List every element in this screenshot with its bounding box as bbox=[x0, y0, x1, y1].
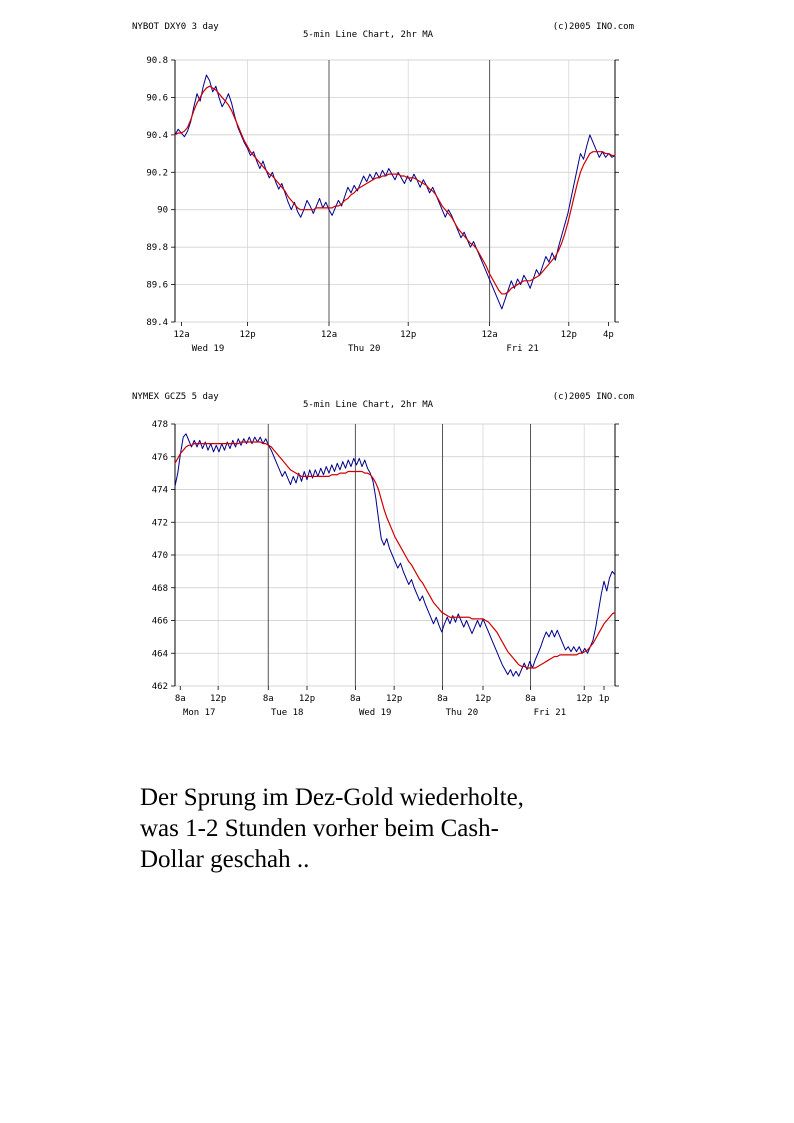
svg-text:12p: 12p bbox=[239, 330, 256, 340]
svg-text:468: 468 bbox=[151, 583, 168, 594]
svg-text:Thu 20: Thu 20 bbox=[347, 344, 381, 354]
chart-dxy-subtitle: 5-min Line Chart, 2hr MA bbox=[303, 30, 434, 40]
svg-text:Fri 21: Fri 21 bbox=[506, 344, 539, 354]
svg-text:90.4: 90.4 bbox=[146, 130, 168, 141]
svg-text:8a: 8a bbox=[437, 694, 448, 704]
chart-gcz5-subtitle: 5-min Line Chart, 2hr MA bbox=[303, 400, 434, 410]
svg-text:Mon 17: Mon 17 bbox=[182, 708, 216, 718]
svg-text:89.6: 89.6 bbox=[146, 280, 168, 291]
svg-text:Tue 18: Tue 18 bbox=[270, 708, 304, 718]
chart-dxy-copyright: (c)2005 INO.com bbox=[552, 22, 634, 32]
chart-gcz5-plot bbox=[120, 392, 640, 732]
svg-text:8a: 8a bbox=[262, 694, 274, 704]
svg-text:476: 476 bbox=[151, 452, 168, 463]
svg-text:89.4: 89.4 bbox=[146, 318, 168, 328]
svg-text:8a: 8a bbox=[174, 694, 186, 704]
svg-text:Wed 19: Wed 19 bbox=[358, 708, 392, 718]
svg-text:90: 90 bbox=[157, 205, 168, 216]
chart-gcz5-svg bbox=[120, 392, 640, 732]
svg-text:12p: 12p bbox=[400, 330, 417, 340]
svg-text:472: 472 bbox=[151, 518, 168, 529]
chart-dxy bbox=[120, 22, 640, 362]
svg-text:90.2: 90.2 bbox=[146, 168, 168, 179]
caption-line-2: was 1-2 Stunden vorher beim Cash- bbox=[140, 815, 499, 842]
svg-text:12a: 12a bbox=[320, 330, 338, 340]
svg-text:12p: 12p bbox=[298, 694, 316, 704]
svg-text:12p: 12p bbox=[209, 694, 227, 704]
svg-text:Wed 19: Wed 19 bbox=[191, 344, 225, 354]
caption-line-3: Dollar geschah .. bbox=[140, 846, 310, 873]
svg-text:12p: 12p bbox=[560, 330, 577, 340]
svg-text:12p: 12p bbox=[576, 694, 593, 704]
svg-text:4p: 4p bbox=[602, 330, 614, 340]
svg-text:470: 470 bbox=[151, 551, 168, 561]
svg-text:12a: 12a bbox=[173, 330, 190, 340]
svg-text:90.6: 90.6 bbox=[146, 93, 168, 104]
svg-text:12p: 12p bbox=[474, 694, 492, 704]
chart-gcz5 bbox=[120, 392, 640, 732]
svg-text:Thu 20: Thu 20 bbox=[445, 708, 479, 718]
svg-text:12p: 12p bbox=[385, 694, 403, 704]
svg-text:474: 474 bbox=[151, 485, 168, 496]
svg-text:464: 464 bbox=[151, 649, 168, 660]
svg-text:Fri 21: Fri 21 bbox=[533, 708, 567, 718]
svg-text:12a: 12a bbox=[481, 330, 498, 340]
svg-text:478: 478 bbox=[151, 420, 168, 430]
chart-dxy-plot bbox=[120, 22, 640, 362]
svg-text:1p: 1p bbox=[598, 694, 610, 704]
caption-text bbox=[140, 782, 700, 875]
svg-text:89.8: 89.8 bbox=[146, 243, 168, 254]
svg-text:466: 466 bbox=[151, 616, 168, 627]
svg-text:8a: 8a bbox=[525, 694, 536, 704]
chart-gcz5-title: NYMEX GCZ5 5 day bbox=[132, 392, 219, 402]
chart-dxy-title: NYBOT DXY0 3 day bbox=[132, 22, 219, 32]
chart-dxy-svg bbox=[120, 22, 640, 362]
svg-text:90.8: 90.8 bbox=[146, 56, 168, 66]
chart-gcz5-copyright: (c)2005 INO.com bbox=[552, 392, 634, 402]
svg-text:8a: 8a bbox=[349, 694, 361, 704]
svg-text:462: 462 bbox=[151, 682, 168, 692]
caption-line-1: Der Sprung im Dez-Gold wiederholte, bbox=[140, 784, 524, 811]
